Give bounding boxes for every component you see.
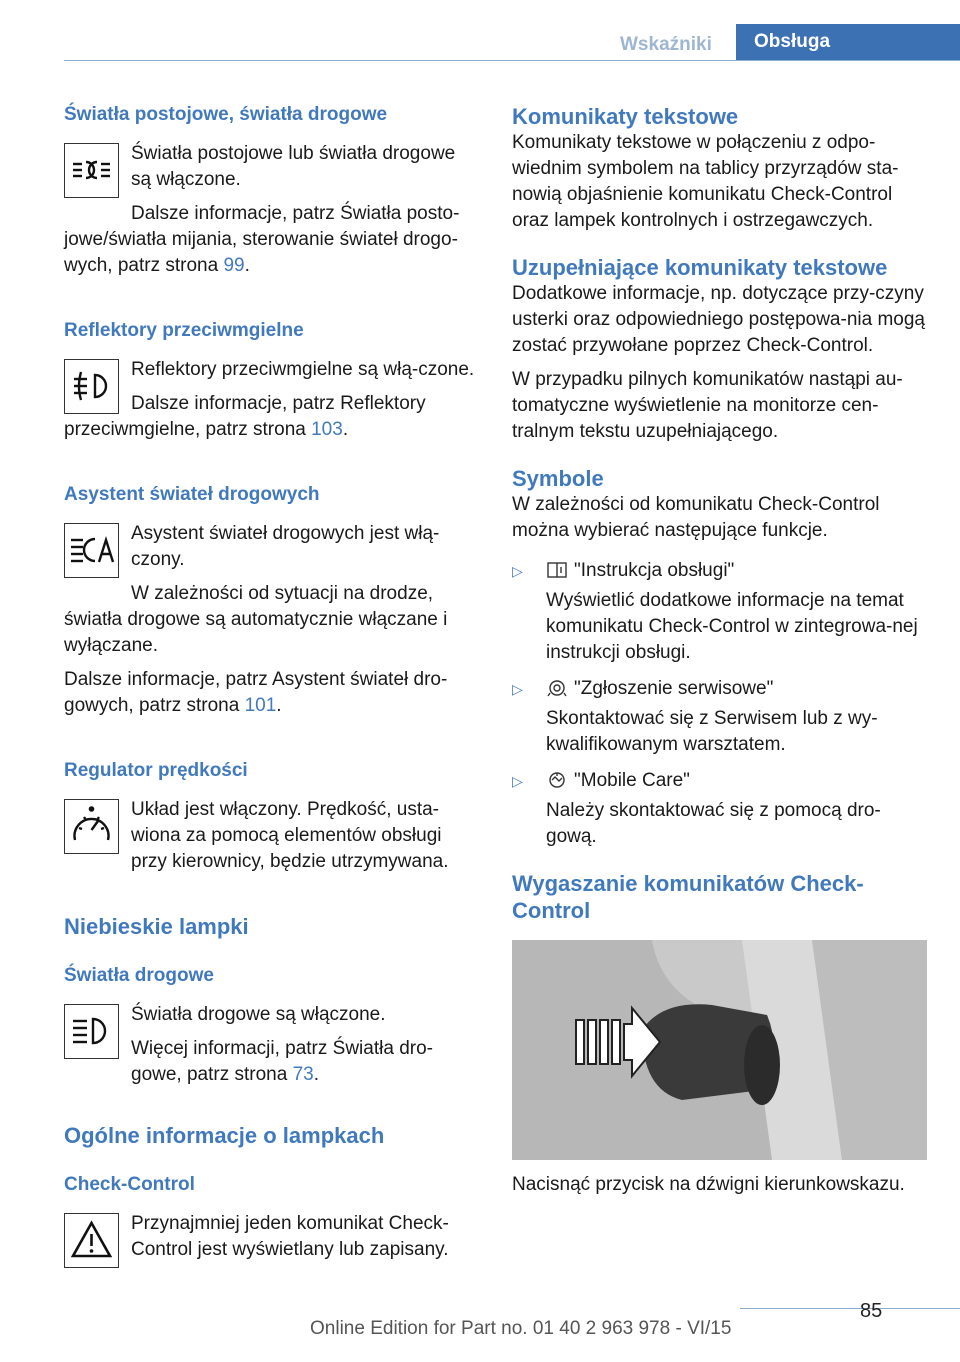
paragraph: Przynajmniej jeden komunikat Check-Control jest wyświetlany lub zapisany. bbox=[131, 1213, 449, 1260]
paragraph: W zależności od sytuacji na drodze, światła drogowe są automatycznie włączane i wyłączane. bbox=[64, 583, 448, 656]
paragraph: W przypadku pilnych komunikatów nastąpi au‐tomatyczne wyświetlenie na monitorze cen‐tralnym tekstu uzupełniającego. bbox=[512, 369, 903, 442]
paragraph: Reflektory przeciwmgielne są włą‐czone. bbox=[131, 359, 475, 380]
indicator-entry bbox=[64, 357, 479, 383]
section-heading: Ogólne informacje o lampkach bbox=[64, 1123, 385, 1148]
header-divider bbox=[64, 60, 960, 61]
section-heading: Symbole bbox=[512, 466, 604, 491]
indicator-entry bbox=[64, 797, 479, 875]
paragraph: Światła drogowe są włączone. bbox=[131, 1004, 386, 1025]
paragraph: Dalsze informacje, patrz Asystent świateł dro‐gowych, patrz strona 101. bbox=[64, 669, 448, 716]
paragraph: W zależności od komunikatu Check-Control można wybierać następujące funkcje. bbox=[512, 494, 880, 541]
section-title: Check-Control bbox=[64, 1174, 195, 1195]
page-link[interactable]: 101 bbox=[244, 695, 277, 716]
section-title: Reflektory przeciwmgielne bbox=[64, 320, 304, 341]
bullet-triangle-icon: ▷ bbox=[512, 563, 523, 579]
paragraph: Układ jest włączony. Prędkość, usta‐wiona za pomocą elementów obsługi przy kierownicy, będzie utrzymywana. bbox=[131, 799, 449, 872]
paragraph: Światła postojowe lub światła drogowe są włączone. bbox=[131, 143, 456, 190]
bullet-label: "Instrukcja obsługi" bbox=[546, 558, 927, 584]
warning-triangle-icon bbox=[64, 1213, 119, 1268]
section-title: Regulator prędkości bbox=[64, 760, 248, 781]
page-link[interactable]: 99 bbox=[223, 255, 245, 276]
image-caption: Nacisnąć przycisk na dźwigni kierunkowskazu. bbox=[512, 1174, 905, 1195]
indicator-entry bbox=[64, 521, 479, 573]
paragraph: Dodatkowe informacje, np. dotyczące przy‐czyny usterki oraz odpowiedniego postępowa‐nia mogą zostać przywołane poprzez Check-Control. bbox=[512, 283, 925, 356]
bullet-text: Skontaktować się z Serwisem lub z wy‐kwalifikowanym warsztatem. bbox=[546, 708, 878, 755]
list-item[interactable] bbox=[512, 558, 927, 666]
page-number: 85 bbox=[860, 1300, 883, 1322]
fog-lights-icon bbox=[64, 359, 119, 414]
section-heading: Niebieskie lampki bbox=[64, 914, 249, 939]
bullet-label: "Zgłoszenie serwisowe" bbox=[546, 676, 927, 702]
bullet-text: Wyświetlić dodatkowe informacje na temat komunikatu Check-Control w zintegrowa‐nej instrukcji obsługi. bbox=[546, 590, 918, 663]
section-title: Asystent świateł drogowych bbox=[64, 484, 320, 505]
indicator-entry bbox=[64, 141, 479, 193]
paragraph: Więcej informacji, patrz Światła dro‐gowe, patrz strona 73. bbox=[131, 1038, 433, 1085]
turn-signal-lever-photo bbox=[512, 940, 927, 1160]
paragraph: Dalsze informacje, patrz Reflektory przeciwmgielne, patrz strona 103. bbox=[64, 393, 426, 440]
tab-obsluga[interactable]: Obsługa bbox=[736, 24, 960, 61]
bullet-triangle-icon: ▷ bbox=[512, 773, 523, 789]
left-column bbox=[64, 103, 479, 1263]
paragraph: Komunikaty tekstowe w połączeniu z odpo‐wiednim symbolem na tablicy przyrządów sta‐nowią objaśnienie komunikatu Check-Control oraz lampek kontrolnych i ostrzegawczych. bbox=[512, 132, 899, 231]
section-heading: Komunikaty tekstowe bbox=[512, 104, 739, 129]
list-item[interactable] bbox=[512, 768, 927, 850]
high-beam-icon bbox=[64, 1004, 119, 1059]
paragraph: Asystent świateł drogowych jest włą‐czony. bbox=[131, 523, 440, 570]
right-column bbox=[512, 103, 927, 1198]
bullet-label: "Mobile Care" bbox=[546, 768, 927, 794]
footer-divider bbox=[740, 1308, 960, 1309]
edition-text: Online Edition for Part no. 01 40 2 963 978 - VI/15 bbox=[310, 1318, 732, 1339]
indicator-entry bbox=[64, 1211, 479, 1263]
indicator-entry bbox=[64, 1002, 479, 1088]
list-item[interactable] bbox=[512, 676, 927, 758]
high-beam-assistant-icon bbox=[64, 523, 119, 578]
tab-wskazniki[interactable]: Wskaźniki bbox=[620, 34, 712, 55]
page-link[interactable]: 73 bbox=[292, 1064, 314, 1085]
section-heading: Wygaszanie komunikatów Check-Control bbox=[512, 871, 864, 923]
section-heading: Uzupełniające komunikaty tekstowe bbox=[512, 255, 888, 280]
section-title: Światła drogowe bbox=[64, 965, 214, 986]
cruise-control-icon bbox=[64, 799, 119, 854]
bullet-text: Należy skontaktować się z pomocą dro‐gową. bbox=[546, 800, 881, 847]
page-link[interactable]: 103 bbox=[311, 419, 343, 440]
service-icon bbox=[546, 679, 568, 697]
parking-lights-icon bbox=[64, 143, 119, 198]
manual-book-icon bbox=[546, 561, 568, 579]
mobile-care-icon bbox=[546, 771, 568, 789]
paragraph: Dalsze informacje, patrz Światła posto‐jowe/światła mijania, sterowanie świateł drogo‐wych, patrz strona 99. bbox=[64, 203, 460, 276]
bullet-triangle-icon: ▷ bbox=[512, 681, 523, 697]
section-title: Światła postojowe, światła drogowe bbox=[64, 104, 388, 125]
